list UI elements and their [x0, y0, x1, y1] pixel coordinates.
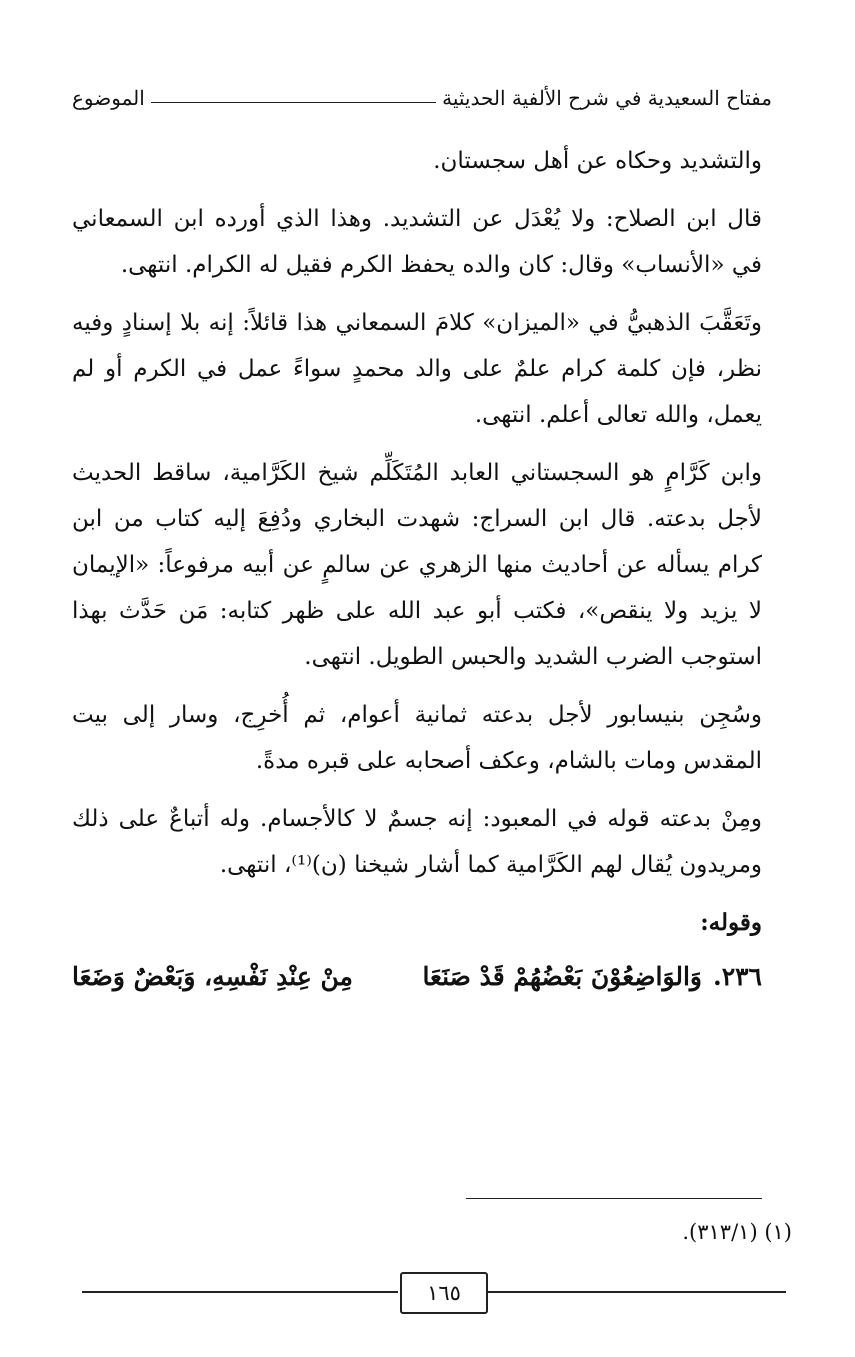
book-title: مفتاح السعيدية في شرح الألفية الحديثية	[442, 86, 772, 110]
verse-number: ٢٣٦.	[712, 962, 762, 991]
running-header	[72, 78, 772, 118]
folio-rule-left	[82, 1291, 398, 1293]
footnote: (١) (٣١٣/١).	[682, 1220, 792, 1244]
verse-second-hemistich: مِنْ عِنْدِ نَفْسِهِ، وَبَعْضٌ وَضَعَا	[72, 962, 353, 991]
paragraph: ومِنْ بدعته قوله في المعبود: إنه جسمٌ لا كالأجسام. وله أتباعٌ على ذلك ومريدون يُقال لهم الكَرَّامية كما أشار شيخنا (ن)⁽¹⁾، انتهى.	[72, 806, 762, 878]
section-title: الموضوع	[72, 86, 145, 110]
poem-verse	[72, 952, 762, 1002]
header-rule	[151, 102, 436, 103]
paragraph: قال ابن الصلاح: ولا يُعْدَل عن التشديد. وهذا الذي أورده ابن السمعاني في «الأنساب» وقال: كان والده يحفظ الكرم فقيل له الكرام. انتهى.	[72, 206, 762, 278]
main-text	[72, 138, 762, 1002]
verse-lead-label: وقوله:	[700, 909, 762, 936]
paragraph: والتشديد وحكاه عن أهل سجستان.	[433, 148, 762, 174]
verse-first-hemistich: وَالوَاضِعُوْنَ بَعْضُهُمْ قَدْ صَنَعَا	[422, 962, 702, 991]
paragraph: وسُجِن بنيسابور لأجل بدعته ثمانية أعوام، ثم أُخرِج، وسار إلى بيت المقدس ومات بالشام، وعكف أصحابه على قبره مدةً.	[72, 702, 762, 774]
folio-rule-right	[488, 1291, 786, 1293]
paragraph: وابن كَرَّامٍ هو السجستاني العابد المُتَكَلِّم شيخ الكَرَّامية، ساقط الحديث لأجل بدعته. قال ابن السراج: شهدت البخاري ودُفِعَ إليه كتاب من ابن كرام يسأله عن أحاديث منها الزهري عن سالمٍ عن أبيه مرفوعاً: «الإيمان لا يزيد ولا ينقص»، فكتب أبو عبد الله على ظهر كتابه: مَن حَدَّث بهذا استوجب الضرب الشديد والحبس الطويل. انتهى.	[72, 460, 762, 670]
page-number: ١٦٥	[400, 1272, 488, 1314]
footnote-separator	[466, 1198, 762, 1199]
paragraph: وتَعَقَّبَ الذهبيُّ في «الميزان» كلامَ السمعاني هذا قائلاً: إنه بلا إسنادٍ وفيه نظر، فإن كلمة كرام علمٌ على والد محمدٍ سواءً عمل في الكرم أو لم يعمل، والله تعالى أعلم. انتهى.	[72, 310, 762, 428]
